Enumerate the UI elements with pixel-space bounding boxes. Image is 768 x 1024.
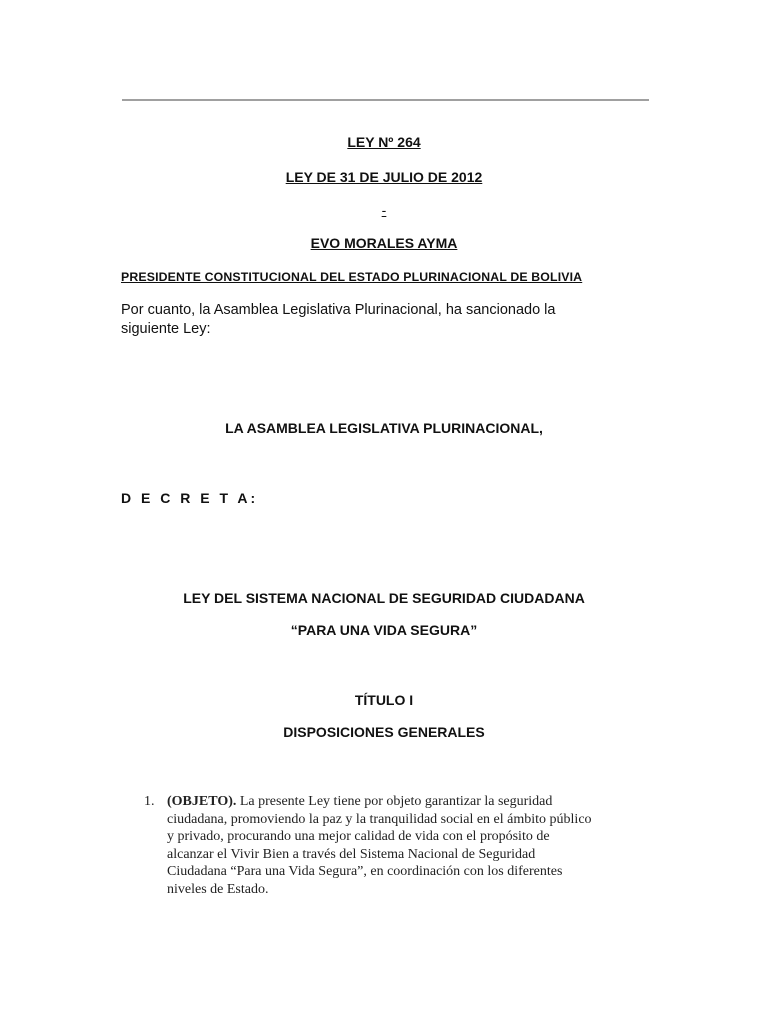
law-title: LEY DEL SISTEMA NACIONAL DE SEGURIDAD CIUDADANA [183,590,585,606]
assembly-heading: LA ASAMBLEA LEGISLATIVA PLURINACIONAL, [225,420,543,436]
law-date: LEY DE 31 DE JULIO DE 2012 [285,169,483,185]
president-title: PRESIDENTE CONSTITUCIONAL DEL ESTADO PLURINACIONAL DE BOLIVIA [121,270,583,284]
law-subtitle: “PARA UNA VIDA SEGURA” [290,622,478,638]
article-line: niveles de Estado. [167,881,269,897]
article-line: y privado, procurando una mejor calidad de vida con el propósito de [167,829,550,845]
decreta-heading: D E C R E T A: [121,490,259,506]
article-line-text: La presente Ley tiene por objeto garantizar la seguridad [236,794,553,809]
article-body [167,793,647,899]
title-section: TÍTULO I [354,692,414,708]
article-number: 1. [144,794,155,809]
intro-paragraph [121,301,621,339]
article-heading: (OBJETO). [167,794,237,809]
intro-line: siguiente Ley: [121,321,211,337]
article-line [167,793,647,811]
president-name: EVO MORALES AYMA [310,235,458,251]
article-line: ciudadana, promoviendo la paz y la tranquilidad social en el ámbito público [167,811,592,827]
header-rule [122,99,649,101]
article-line: Ciudadana “Para una Vida Segura”, en coordinación con los diferentes [167,864,563,880]
separator-dash: - [381,202,387,218]
article-line: alcanzar el Vivir Bien a través del Sistema Nacional de Seguridad [167,846,536,862]
title-name: DISPOSICIONES GENERALES [283,724,485,740]
law-number: LEY Nº 264 [347,134,421,150]
intro-line: Por cuanto, la Asamblea Legislativa Plurinacional, ha sancionado la [121,302,556,318]
